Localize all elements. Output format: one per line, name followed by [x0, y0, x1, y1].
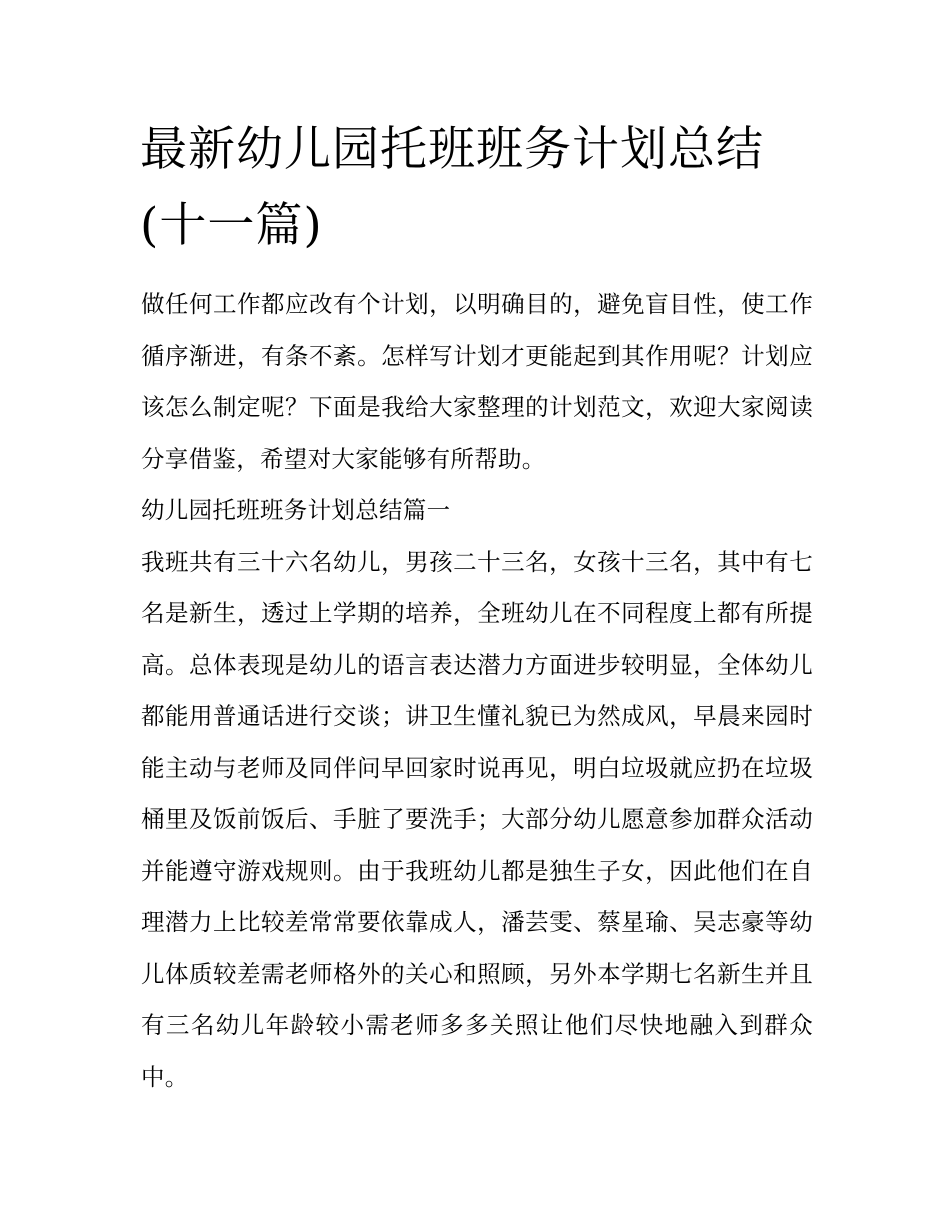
intro-paragraph: 做任何工作都应改有个计划，以明确目的，避免盲目性，使工作循序渐进，有条不紊。怎样写计划才更能起到其作用呢？计划应该怎么制定呢？下面是我给大家整理的计划范文，欢迎大家阅读分享借鉴，希望对大家能够有所帮助。 — [141, 290, 813, 473]
document-body — [141, 279, 813, 1103]
document-title: 最新幼儿园托班班务计划总结(十一篇) — [140, 122, 764, 253]
section-paragraph: 我班共有三十六名幼儿，男孩二十三名，女孩十三名，其中有七名是新生，透过上学期的培养，全班幼儿在不同程度上都有所提高。总体表现是幼儿的语言表达潜力方面进步较明显，全体幼儿都能用普通话进行交谈；讲卫生懂礼貌已为然成风，早晨来园时能主动与老师及同伴问早回家时说再见，明白垃圾就应扔在垃圾桶里及饭前饭后、手脏了要洗手；大部分幼儿愿意参加群众活动并能遵守游戏规则。由于我班幼儿都是独生子女，因此他们在自理潜力上比较差常常要依靠成人，潘芸雯、蔡星瑜、吴志豪等幼儿体质较差需老师格外的关心和照顾，另外本学期七名新生并且有三名幼儿年龄较小需老师多多关照让他们尽快地融入到群众中。 — [141, 547, 813, 1091]
section-heading: 幼儿园托班班务计划总结篇一 — [141, 496, 451, 524]
